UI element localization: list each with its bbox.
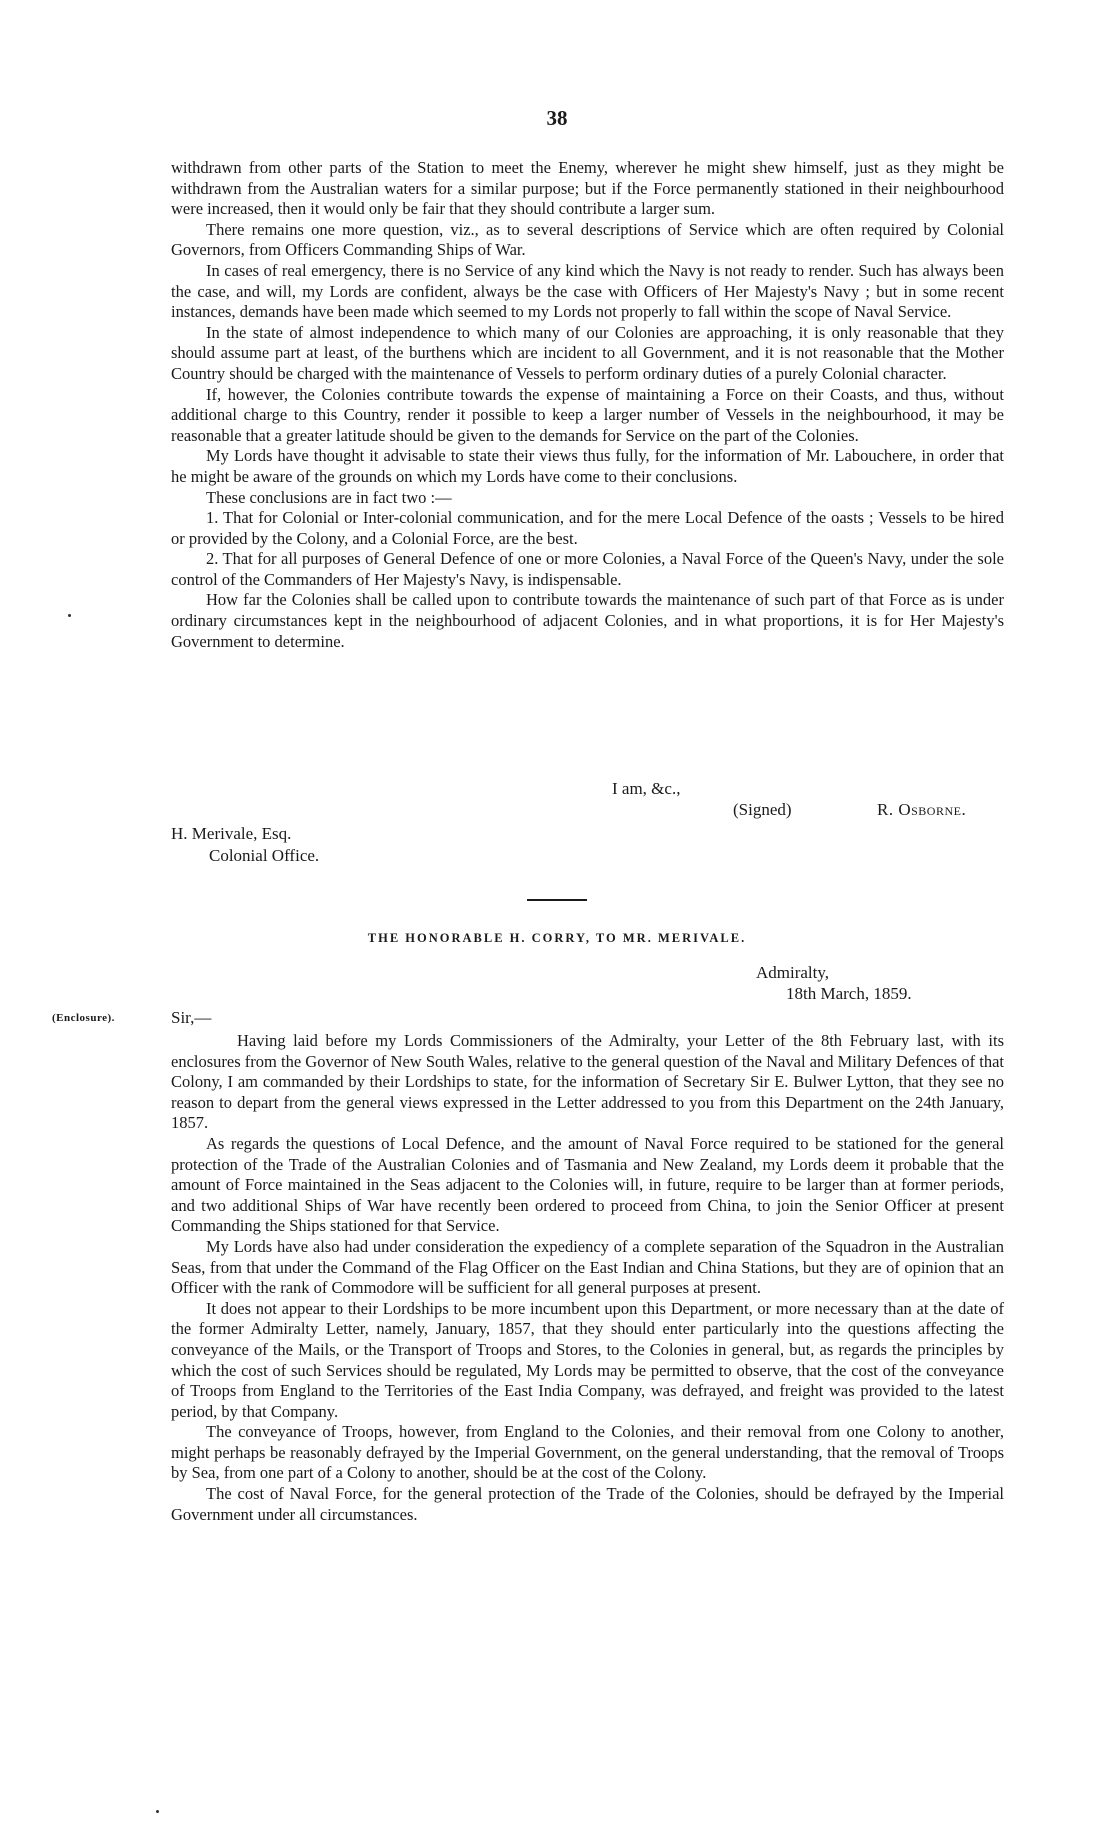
closing: I am, &c., bbox=[612, 779, 681, 798]
salutation: Sir,— bbox=[171, 1008, 212, 1027]
dateline-place: Admiralty, bbox=[756, 963, 830, 982]
paragraph: My Lords have also had under consideration the expediency of a complete separation of the Squadron in the Australian Seas, from that under the Command of the Flag Officer on the East Indian and China Stations, but they are of opinion that an Officer with the rank of Commodore will be sufficient for all general purposes at present. bbox=[171, 1236, 1004, 1298]
paragraph: Having laid before my Lords Commissioners of the Admiralty, your Letter of the 8th February last, with its enclosures from the Governor of New South Wales, relative to the general question of the Naval and Military Defences of that Colony, I am commanded by their Lordships to state, for the information of Secretary Sir E. Bulwer Lytton, that they see no reason to depart from the general views expressed in the Letter addressed to you from this Department on the 24th January, 1857. bbox=[171, 1031, 1004, 1133]
margin-note: (Enclosure). bbox=[52, 1012, 115, 1024]
paragraph: In cases of real emergency, there is no Service of any kind which the Navy is not ready to render. Such has always been the case, and will, my Lords are confident, always be the case with Officers of Her Majesty's Navy ; but in some recent instances, demands have been made which seemed to my Lords not properly to fall within the scope of Naval Service. bbox=[171, 260, 1004, 322]
section-divider bbox=[527, 899, 587, 901]
paragraph: If, however, the Colonies contribute towards the expense of maintaining a Force on their Coasts, and thus, without additional charge to this Country, render it possible to keep a larger number of Vessels in the neighbourhood, it may be reasonable that a greater latitude should be given to the demands for Service on the part of the Colonies. bbox=[171, 384, 1004, 445]
letter-body-1 bbox=[171, 158, 1004, 652]
addressee-name: H. Merivale, Esq. bbox=[171, 824, 292, 843]
stray-mark bbox=[156, 1810, 159, 1813]
paragraph: In the state of almost independence to which many of our Colonies are approaching, it is only reasonable that they should assume part at least, of the burthens which are incident to all Government, and it is not reasonable that the Mother Country should be charged with the maintenance of Vessels to perform ordinary duties of a purely Colonial character. bbox=[171, 322, 1004, 383]
dateline-date: 18th March, 1859. bbox=[786, 984, 912, 1003]
paragraph: My Lords have thought it advisable to state their views thus fully, for the information of Mr. Labouchere, in order that he might be aware of the grounds on which my Lords have come to their conclusions. bbox=[171, 446, 1004, 486]
paragraph: The cost of Naval Force, for the general protection of the Trade of the Colonies, should be defrayed by the Imperial Government under all circumstances. bbox=[171, 1484, 1004, 1524]
letter-heading: THE HONORABLE H. CORRY, TO MR. MERIVALE. bbox=[367, 931, 747, 945]
addressee-office: Colonial Office. bbox=[209, 846, 320, 865]
paragraph: The conveyance of Troops, however, from England to the Colonies, and their removal from one Colony to another, might perhaps be reasonably defrayed by the Imperial Government, on the general understanding, that the removal of Troops by Sea, from one part of a Colony to another, should be at the cost of the Colony. bbox=[171, 1422, 1004, 1483]
stray-mark bbox=[68, 614, 71, 617]
signatory: R. Osborne. bbox=[877, 800, 967, 819]
paragraph: These conclusions are in fact two :— bbox=[206, 487, 452, 507]
paragraph: withdrawn from other parts of the Station to meet the Enemy, wherever he might shew himself, just as they might be withdrawn from the Australian waters for a similar purpose; but if the Force permanently stationed in their neighbourhood were increased, then it would only be fair that they should contribute a larger sum. bbox=[171, 158, 1004, 219]
paragraph: 2. That for all purposes of General Defence of one or more Colonies, a Naval Force of the Queen's Navy, under the sole control of the Commanders of Her Majesty's Navy, is indispensable. bbox=[171, 549, 1004, 589]
signed-label: (Signed) bbox=[733, 800, 792, 819]
page-number: 38 bbox=[546, 106, 568, 130]
paragraph: 1. That for Colonial or Inter-colonial communication, and for the mere Local Defence of the oasts ; Vessels to be hired or provided by the Colony, and a Colonial Force, are the best. bbox=[171, 508, 1004, 548]
letter-body-2 bbox=[171, 1031, 1004, 1525]
paragraph: It does not appear to their Lordships to be more incumbent upon this Department, or more necessary than at the date of the former Admiralty Letter, namely, January, 1857, that they should enter particularly into the questions affecting the conveyance of the Mails, or the Transport of Troops and Stores, to the Colonies in general, but, as regards the principles by which the cost of such Services should be regulated, My Lords may be permitted to observe, that the cost of the conveyance of Troops from England to the Territories of the East India Company, was defrayed, and freight was provided to the latest period, by that Company. bbox=[171, 1298, 1004, 1421]
paragraph: There remains one more question, viz., as to several descriptions of Service which are often required by Colonial Governors, from Officers Commanding Ships of War. bbox=[171, 219, 1004, 260]
paragraph: How far the Colonies shall be called upon to contribute towards the maintenance of such part of that Force as is under ordinary circumstances kept in the neighbourhood of adjacent Colonies, and in what proportions, it is for Her Majesty's Government to determine. bbox=[171, 590, 1004, 651]
paragraph: As regards the questions of Local Defence, and the amount of Naval Force required to be stationed for the general protection of the Trade of the Australian Colonies and of Tasmania and New Zealand, my Lords deem it probable that the amount of Force maintained in the Seas adjacent to the Colonies will, in future, require to be larger than at former periods, and two additional Ships of War have recently been ordered to proceed from China, to join the Senior Officer at present Commanding the Ships stationed for that Service. bbox=[171, 1133, 1004, 1236]
